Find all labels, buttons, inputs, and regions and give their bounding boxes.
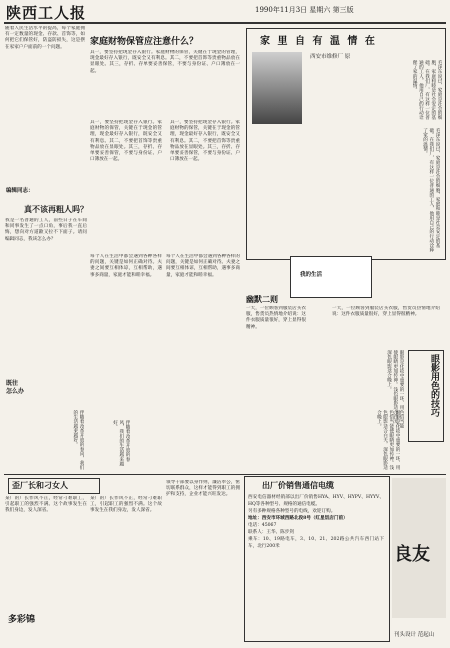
bio-title: 家 里 自 有 温 情 在 <box>260 36 377 47</box>
life-logo: 多彩锦 <box>8 615 36 625</box>
date: 1990年11月3日 <box>255 6 308 14</box>
joke-text: 一天，一位顾客到服装店买衣服，售货员热情地介绍说：这件衣服质量很好，穿上显得很精神。 <box>246 306 306 330</box>
joke-text-2: 一天，一位顾客到服装店买衣服，售货员热情地介绍说：这件衣服质量很好，穿上显得很精神。 <box>332 306 440 318</box>
comic-label: 我的生活 <box>300 272 323 278</box>
apprentice-title: 歪厂长和刁女人 <box>12 480 68 490</box>
humor-title: 幽默二则 <box>246 294 278 304</box>
ad-line: 西安电信器材经销部以出厂价销售HYA、HYV、HYPV、HYYV、HQ等各种型号、规格的通信电缆。 <box>248 495 384 507</box>
page-number: 第三版 <box>332 6 354 14</box>
masthead-rule <box>4 22 446 24</box>
ad-transit: 乘车：10、19路电车，3、10、21、202路公共汽车西门站下车，北行200米 <box>248 537 384 549</box>
letter-salutation: 编辑同志： <box>6 188 34 194</box>
section-rule <box>4 474 446 475</box>
stamp-top: 既往 <box>6 380 19 387</box>
bio-text-top: 毛泽东说过，家庭是社会的细胞，家庭和睦是社会安定的基础。在我们厂，有这样一位普通的工人，他用自己的行动诠释了家的温情。 <box>412 60 442 120</box>
portrait-photo <box>252 52 302 124</box>
design-credit: 刊头设计 范起山 <box>394 632 435 638</box>
sidebar-vertical-2: 伴随着改革开放的春风，我们的生活越来越好。 <box>112 420 130 466</box>
ad-contact: 联系人：王华、陈步剑 <box>248 530 294 535</box>
ad-phone: 电话：45067 <box>248 523 277 528</box>
savings-text-col2: 其一，要坚持把现金存入银行。家庭财物的保管，关键在于现金的管理，现金最好存入银行，既安全又有利息。其二，不要把首饰等贵重物品放在显眼处。其三，存折、存单要妥善保管，不要与身份证、户口簿放在一起。 <box>90 120 162 163</box>
apprentice-text-col2: 某厂的厂长作风不正，经常刁难职工，引起职工的强烈不满。这个故事发生在我们身边，发人深省。 <box>90 496 162 514</box>
ad-title: 出厂价销售通信电缆 <box>262 480 334 490</box>
intro-column: 随着人民生活水平的提高，每个家庭拥有一定数量的现金、存款、首饰等，如何把它们保管好，防盗防损失，这是摆在家家户户面前的一个问题。 <box>5 26 85 50</box>
advice-title: 眼影用色的技巧 <box>429 354 439 417</box>
long-column: 领导干部要以身作则，廉洁奉公，密切联系群众，这样才能得到职工的拥护和支持，企业才能兴旺发达。 <box>166 480 240 498</box>
stamp-bottom: 怎么办 <box>6 388 25 395</box>
bio-text: 毛泽东说过，家庭是社会的细胞，家庭和睦是社会安定的基础。在我们厂，有这样一位普通的工人，他用自己的行动诠释了家的温情。 <box>422 128 440 253</box>
commentary-headline: 真不该再粗人吗？ <box>24 204 88 214</box>
ad-address: 地址：西安市环城西路北段8号（红星饭店门前） <box>248 516 348 521</box>
advice-text: 眼影是化妆中重要的一环，用色恰当能使眼睛更加传神。浅色眼影适合白天，深色眼影适合晚上。 <box>386 350 404 429</box>
bio-subtitle: 西安市维修厂 原 <box>310 54 351 60</box>
savings-text-col3: 其一，要坚持把现金存入银行。家庭财物的保管，关键在于现金的管理，现金最好存入银行，既安全又有利息。其二，不要把首饰等贵重物品放在显眼处。其三，存折、存单要妥善保管，不要与身份证、户口簿放在一起。 <box>170 120 240 163</box>
commentary-text: 我是一名普通的工人，前些日子在车间和同事发生了一点口角，事后我一直后悔，想向对方道歉又拉不下面子。请问编辑同志，我该怎么办？ <box>5 218 87 242</box>
ad-lines <box>248 494 384 636</box>
middle-text: 每个人在生活中都会遇到各种各样的问题，关键是如何正确对待。夫妻之间要互相体谅，互相帮助，遇事多商量，家庭才能和睦幸福。 <box>90 254 162 278</box>
advice-text-2: 眼影是化妆中重要的一环，用色恰当能使眼睛更加传神。浅色眼影适合白天，深色眼影适合晚上。 <box>376 410 400 470</box>
stamp-logo <box>6 380 46 400</box>
middle-text-col2: 每个人在生活中都会遇到各种各样的问题，关键是如何正确对待。夫妻之间要互相体谅，互相帮助，遇事多商量，家庭才能和睦幸福。 <box>166 254 240 278</box>
sidebar-vertical: 伴随着改革开放的春风，我们的生活越来越好。 <box>72 410 84 470</box>
dateline <box>255 5 354 15</box>
ad-line: 另有多种规格各种型号的电线，欢迎订购。 <box>248 509 336 514</box>
savings-headline: 家庭财物保管应注意什么？ <box>90 37 199 47</box>
savings-text: 其一，要坚持把现金存入银行。家庭财物的保管，关键在于现金的管理，现金最好存入银行，既安全又有利息。其二，不要把首饰等贵重物品放在显眼处。其三，存折、存单要妥善保管，不要与身份证、户口簿放在一起。 <box>90 50 240 74</box>
weekday: 星期六 <box>309 6 331 14</box>
apprentice-text: 某厂的厂长作风不正，经常刁难职工，引起职工的强烈不满。这个故事发生在我们身边，发人深省。 <box>5 496 87 514</box>
brand-logo: 良友 <box>394 544 430 565</box>
masthead-title: 陕西工人报 <box>6 4 87 22</box>
